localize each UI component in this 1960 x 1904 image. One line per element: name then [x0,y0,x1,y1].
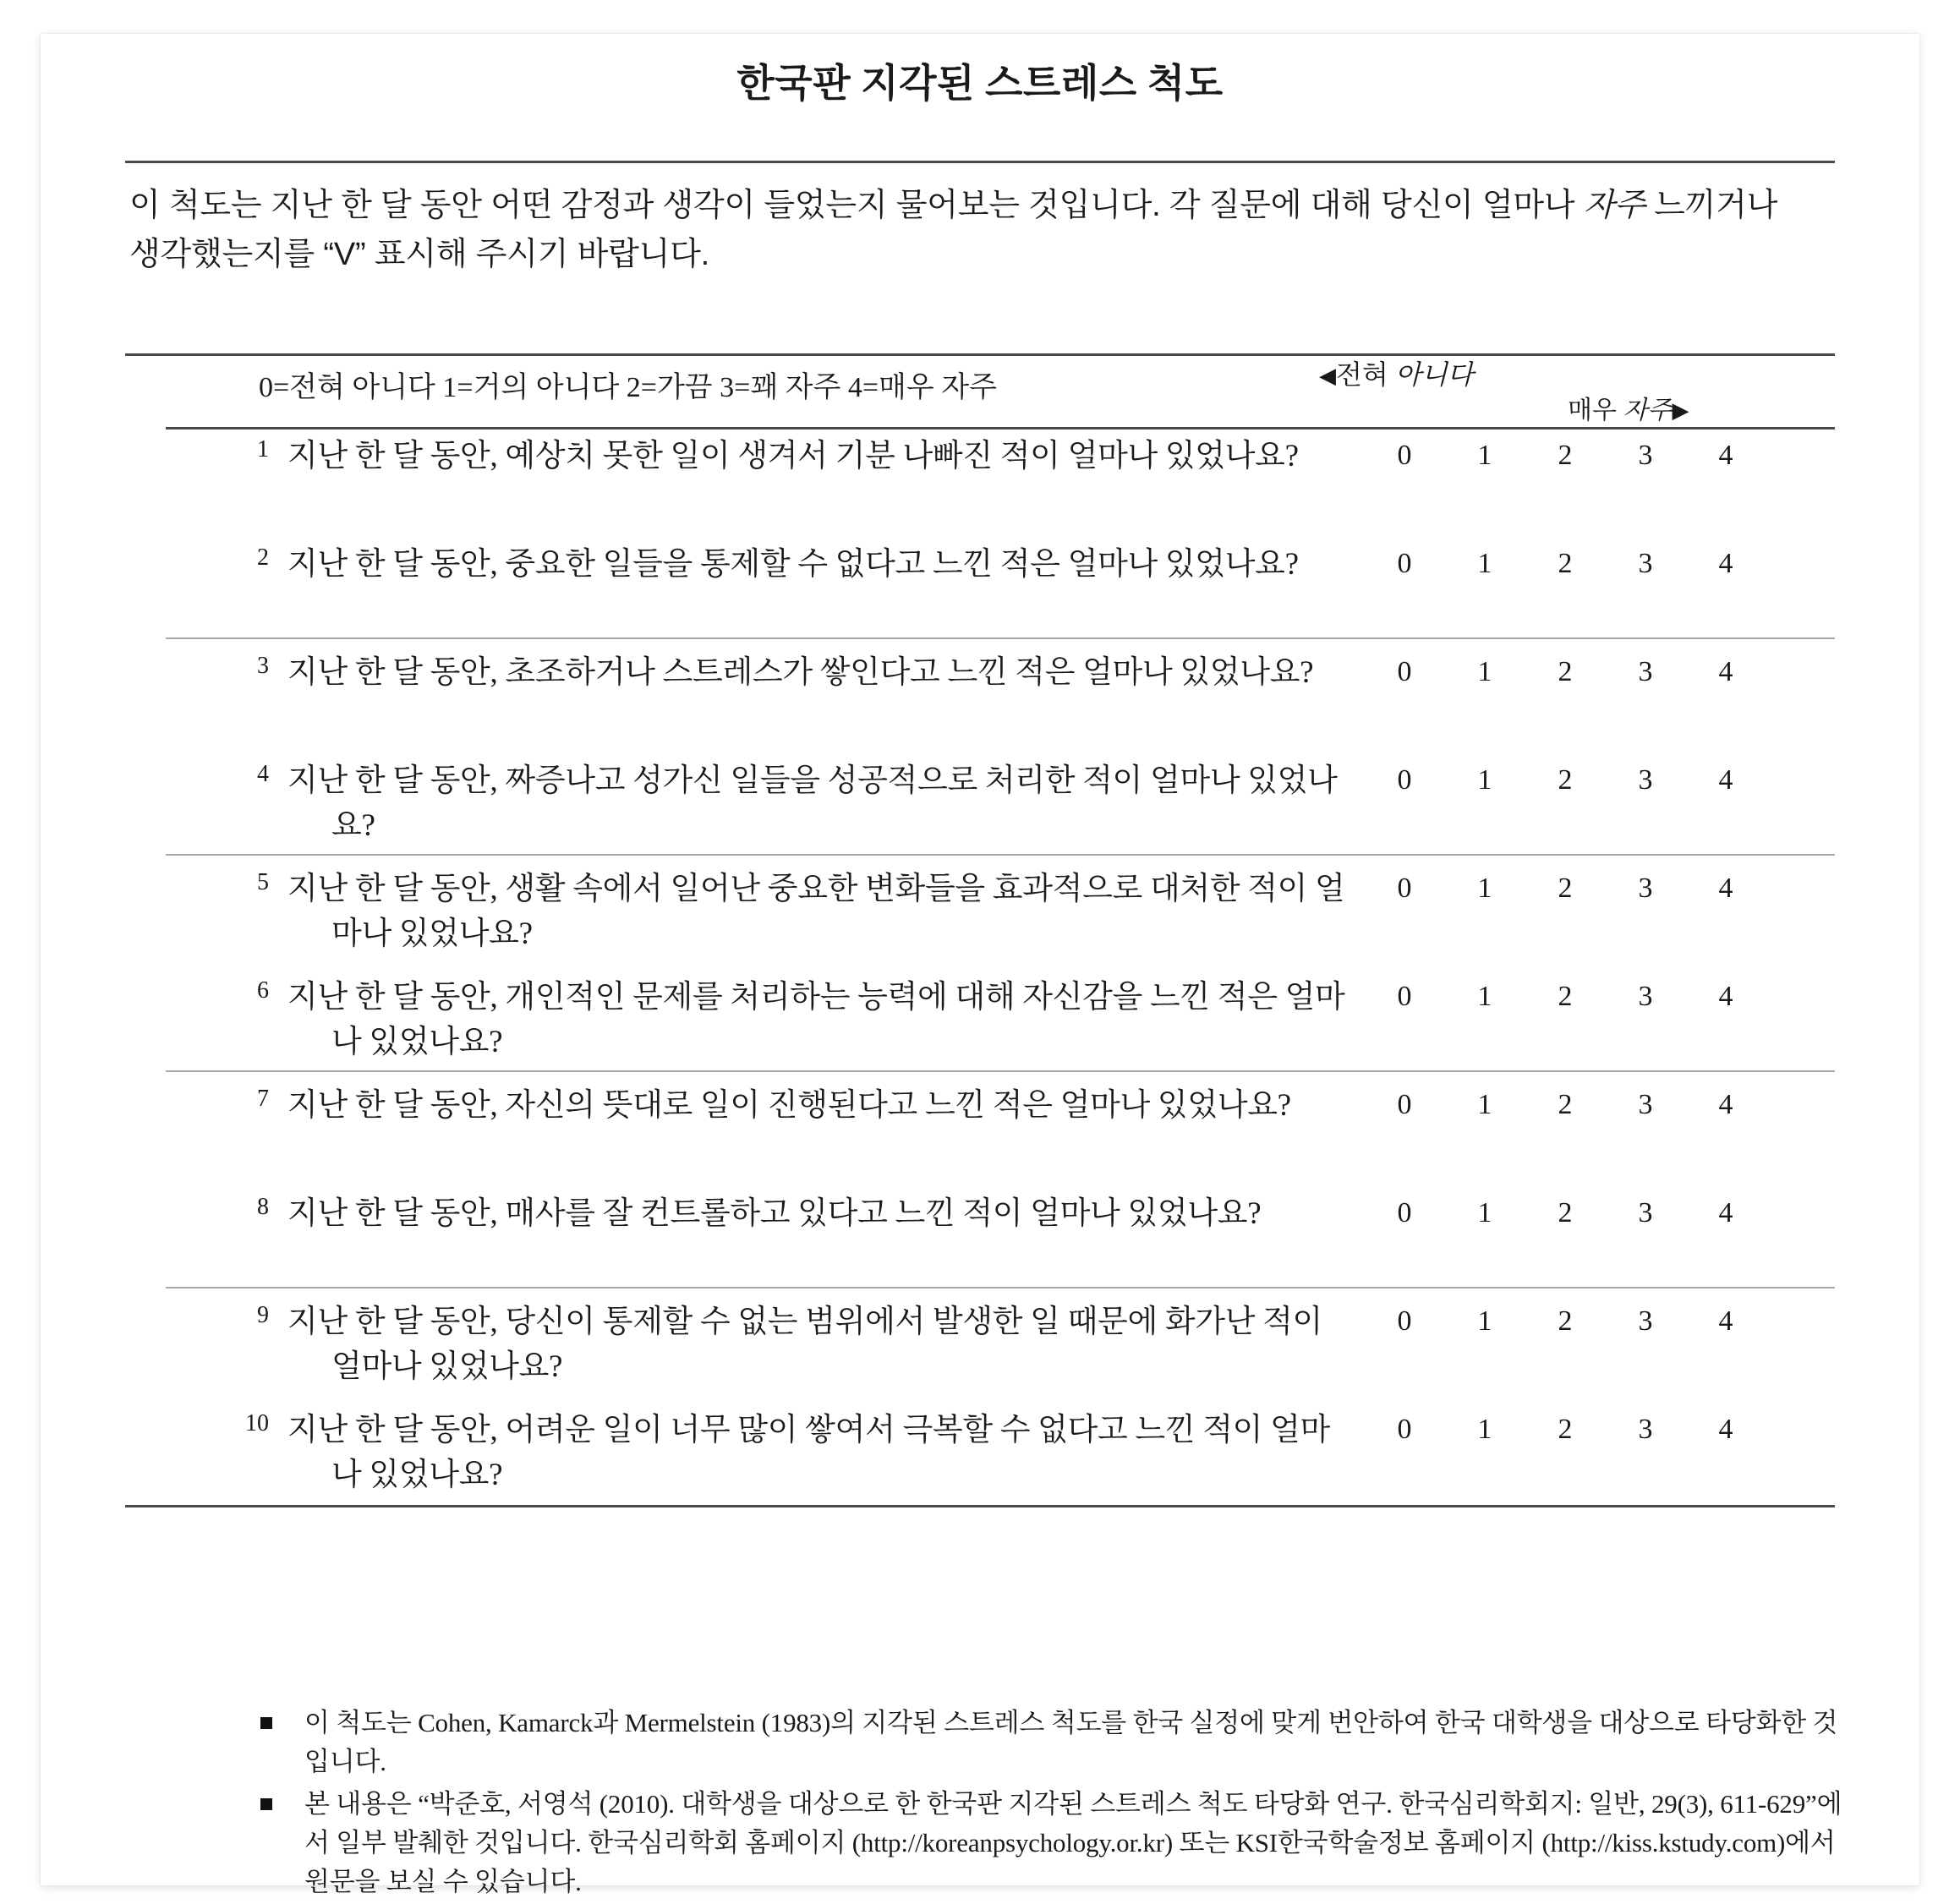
bullet-square-icon [260,1798,272,1810]
response-option-3[interactable]: 3 [1638,1414,1653,1445]
question-number: 6 [257,977,269,1004]
response-option-4[interactable]: 4 [1718,981,1733,1012]
response-option-4[interactable]: 4 [1718,1197,1733,1228]
response-option-2[interactable]: 2 [1558,1414,1573,1445]
rule-top [125,161,1835,163]
question-number: 4 [257,761,269,787]
response-option-3[interactable]: 3 [1638,1305,1653,1337]
question-text: 지난 한 달 동안, 예상치 못한 일이 생겨서 기분 나빠진 적이 얼마나 있었나요? [287,439,1299,473]
question-text: 지난 한 달 동안, 중요한 일들을 통제할 수 없다고 느낀 적은 얼마나 있었나요? [287,547,1299,582]
response-option-2[interactable]: 2 [1558,1305,1573,1337]
response-option-0[interactable]: 0 [1397,981,1412,1012]
question-number: 8 [257,1194,269,1220]
response-option-2[interactable]: 2 [1558,1089,1573,1120]
response-option-2[interactable]: 2 [1558,1197,1573,1228]
question-text: 지난 한 달 동안, 매사를 잘 컨트롤하고 있다고 느낀 적이 얼마나 있었나요? [287,1196,1262,1231]
question-text: 지난 한 달 동안, 짜증나고 성가신 일들을 성공적으로 처리한 적이 얼마나 있었나요? [287,763,1338,843]
response-option-0[interactable]: 0 [1397,1089,1412,1120]
footnote-text: 이 척도는 Cohen, Kamarck과 Mermelstein (1983)의 지각된 스트레스 척도를 한국 실정에 맞게 번안하여 한국 대학생을 대상으로 타당화한 것입니다. [304,1708,1838,1776]
question-row [41,543,1919,651]
response-option-0[interactable]: 0 [1397,1197,1412,1228]
anchor-high-plain: 매우 [1568,397,1623,424]
footnote-item [252,1785,1859,1901]
response-option-1[interactable]: 1 [1477,656,1492,687]
response-option-4[interactable]: 4 [1718,548,1733,579]
response-option-3[interactable]: 3 [1638,440,1653,471]
document-page [41,34,1919,1896]
response-option-1[interactable]: 1 [1477,764,1492,796]
footnote-text: 본 내용은 “박준호, 서영석 (2010). 대학생을 대상으로 한 한국판 지각된 스트레스 척도 타당화 연구. 한국심리학회지: 일반, 29(3), 611-629”에서 일부 발췌한 것입니다. 한국심리학회 홈페이지 (http://koreanpsychology.or.kr) 또는 KSI한국학술정보 홈페이지 (http://kiss.kstudy.com)에서 원문을 보실 수 있습니다. [304,1788,1842,1896]
footnote-item [252,1704,1859,1781]
response-option-1[interactable]: 1 [1477,1305,1492,1337]
question-number: 3 [257,653,269,679]
response-option-2[interactable]: 2 [1558,981,1573,1012]
response-option-0[interactable]: 0 [1397,1414,1412,1445]
row-separator [166,854,1835,856]
response-option-0[interactable]: 0 [1397,548,1412,579]
response-option-4[interactable]: 4 [1718,1305,1733,1337]
response-option-4[interactable]: 4 [1718,873,1733,904]
question-row [41,1192,1919,1300]
rule-below-legend [166,427,1835,429]
anchor-label-high [1568,389,1689,426]
response-option-2[interactable]: 2 [1558,656,1573,687]
question-number: 2 [257,544,269,571]
question-text: 지난 한 달 동안, 자신의 뜻대로 일이 진행된다고 느낀 적은 얼마나 있었나요? [287,1088,1291,1123]
question-number: 1 [257,436,269,462]
row-separator [166,1070,1835,1072]
response-option-4[interactable]: 4 [1718,1414,1733,1445]
question-number: 10 [245,1410,269,1436]
response-option-4[interactable]: 4 [1718,656,1733,687]
row-separator [166,1287,1835,1288]
response-option-3[interactable]: 3 [1638,981,1653,1012]
response-option-3[interactable]: 3 [1638,656,1653,687]
response-option-3[interactable]: 3 [1638,548,1653,579]
response-option-1[interactable]: 1 [1477,1414,1492,1445]
footnotes [252,1704,1859,1904]
instructions-line-2: 느끼거나 생각했는지를 “V” 표시해 주시기 바랍니다. [129,188,1778,272]
anchor-high-italic: 자주 [1623,397,1673,424]
question-row [41,1084,1919,1192]
response-option-2[interactable]: 2 [1558,764,1573,796]
row-separator [166,637,1835,639]
response-option-4[interactable]: 4 [1718,1089,1733,1120]
response-option-1[interactable]: 1 [1477,1197,1492,1228]
response-option-0[interactable]: 0 [1397,1305,1412,1337]
response-option-2[interactable]: 2 [1558,440,1573,471]
response-option-0[interactable]: 0 [1397,873,1412,904]
response-option-3[interactable]: 3 [1638,1089,1653,1120]
question-text: 지난 한 달 동안, 생활 속에서 일어난 중요한 변화들을 효과적으로 대처한 적이 얼마나 있었나요? [287,872,1345,951]
question-text: 지난 한 달 동안, 당신이 통제할 수 없는 범위에서 발생한 일 때문에 화가난 적이 얼마나 있었나요? [287,1305,1323,1384]
scale-legend: 0=전혀 아니다 1=거의 아니다 2=가끔 3=꽤 자주 4=매우 자주 [259,372,997,403]
question-number: 9 [257,1302,269,1328]
question-row [41,1300,1919,1409]
question-row [41,976,1919,1084]
response-option-1[interactable]: 1 [1477,440,1492,471]
instructions-paragraph [129,182,1812,280]
anchor-low-plain: 전혀 [1336,359,1395,390]
response-option-1[interactable]: 1 [1477,1089,1492,1120]
response-option-0[interactable]: 0 [1397,764,1412,796]
left-arrow-icon: ◀ [1319,364,1336,388]
response-option-1[interactable]: 1 [1477,873,1492,904]
response-option-4[interactable]: 4 [1718,764,1733,796]
question-row [41,759,1919,867]
instructions-line-1: 이 척도는 지난 한 달 동안 어떤 감정과 생각이 들었는지 물어보는 것입니다. 각 질문에 대해 당신이 얼마나 [129,188,1575,223]
question-number: 7 [257,1086,269,1112]
response-option-3[interactable]: 3 [1638,764,1653,796]
question-number: 5 [257,869,269,895]
question-row [41,435,1919,543]
bullet-square-icon [260,1717,272,1729]
page-title: 한국판 지각된 스트레스 척도 [736,62,1224,105]
anchor-low-italic: 아니다 [1394,359,1474,390]
response-option-0[interactable]: 0 [1397,656,1412,687]
response-option-2[interactable]: 2 [1558,873,1573,904]
question-text: 지난 한 달 동안, 초조하거나 스트레스가 쌓인다고 느낀 적은 얼마나 있었나요? [287,655,1314,690]
rule-above-legend [125,353,1835,356]
response-option-4[interactable]: 4 [1718,440,1733,471]
question-row [41,651,1919,759]
response-option-2[interactable]: 2 [1558,548,1573,579]
rule-bottom [125,1505,1835,1507]
right-arrow-icon: ▶ [1672,398,1689,423]
question-row [41,867,1919,976]
instructions-emphasis: 자주 [1583,188,1645,223]
response-option-3[interactable]: 3 [1638,1197,1653,1228]
response-option-3[interactable]: 3 [1638,873,1653,904]
question-row [41,1409,1919,1517]
response-option-1[interactable]: 1 [1477,548,1492,579]
anchor-label-low [1319,353,1474,392]
question-text: 지난 한 달 동안, 어려운 일이 너무 많이 쌓여서 극복할 수 없다고 느낀 적이 얼마나 있었나요? [287,1413,1330,1492]
response-option-1[interactable]: 1 [1477,981,1492,1012]
question-text: 지난 한 달 동안, 개인적인 문제를 처리하는 능력에 대해 자신감을 느낀 적은 얼마나 있었나요? [287,980,1345,1059]
response-option-0[interactable]: 0 [1397,440,1412,471]
